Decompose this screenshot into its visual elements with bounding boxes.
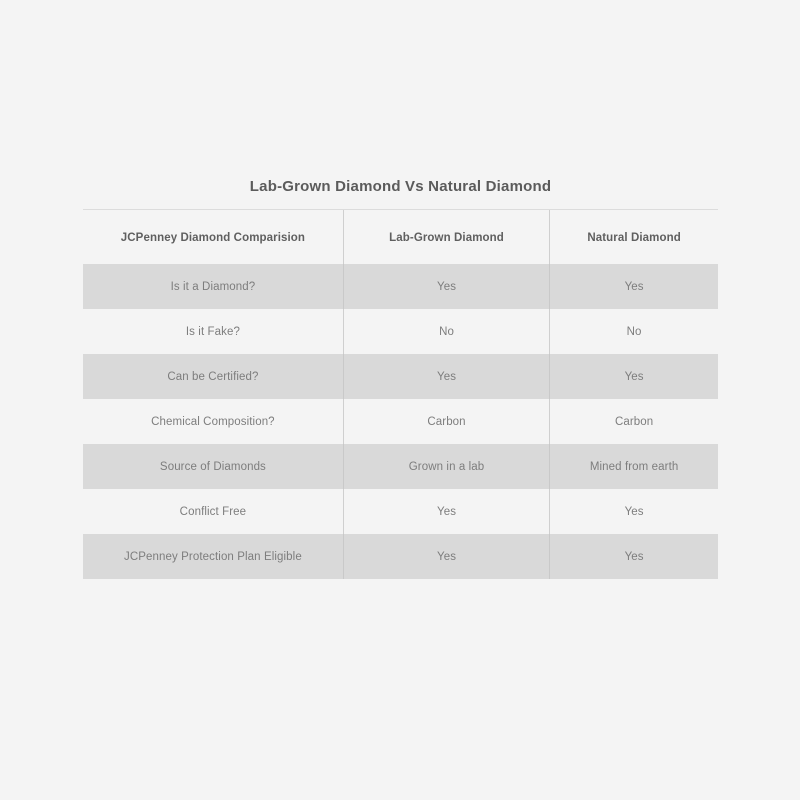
cell-feature: Is it a Diamond?	[83, 264, 343, 309]
table-header-row	[83, 210, 718, 264]
cell-lab-grown: Carbon	[343, 399, 549, 444]
table-row	[83, 309, 718, 354]
page-title: Lab-Grown Diamond Vs Natural Diamond	[83, 178, 718, 210]
table-body	[83, 264, 718, 579]
cell-lab-grown: Grown in a lab	[343, 444, 549, 489]
cell-lab-grown: Yes	[343, 534, 549, 579]
cell-feature: Conflict Free	[179, 506, 247, 518]
column-header-lab-grown: Lab-Grown Diamond	[343, 210, 549, 264]
table-row	[83, 444, 718, 489]
table-row	[83, 264, 718, 309]
table-row	[83, 399, 718, 444]
cell-lab-grown: Yes	[343, 489, 549, 534]
cell-natural: No	[626, 326, 642, 338]
table-row	[83, 489, 718, 534]
cell-feature: Is it Fake?	[185, 326, 240, 338]
cell-natural: Yes	[624, 506, 644, 518]
table-row	[83, 354, 718, 399]
cell-feature: Source of Diamonds	[83, 444, 343, 489]
column-header-natural: Natural Diamond	[587, 232, 681, 244]
cell-feature: Chemical Composition?	[151, 416, 275, 428]
cell-feature: JCPenney Protection Plan Eligible	[83, 534, 343, 579]
table-header	[83, 210, 718, 264]
diamond-comparison-table	[83, 210, 718, 579]
cell-lab-grown: No	[343, 309, 549, 354]
cell-lab-grown: Yes	[343, 354, 549, 399]
cell-natural: Yes	[550, 264, 718, 309]
table-row	[83, 534, 718, 579]
cell-lab-grown: Yes	[343, 264, 549, 309]
cell-natural: Yes	[550, 354, 718, 399]
comparison-table-block	[83, 178, 718, 579]
cell-natural: Yes	[550, 534, 718, 579]
cell-natural: Mined from earth	[550, 444, 718, 489]
cell-natural: Carbon	[614, 416, 654, 428]
cell-feature: Can be Certified?	[83, 354, 343, 399]
column-header-feature: JCPenney Diamond Comparision	[120, 232, 306, 244]
